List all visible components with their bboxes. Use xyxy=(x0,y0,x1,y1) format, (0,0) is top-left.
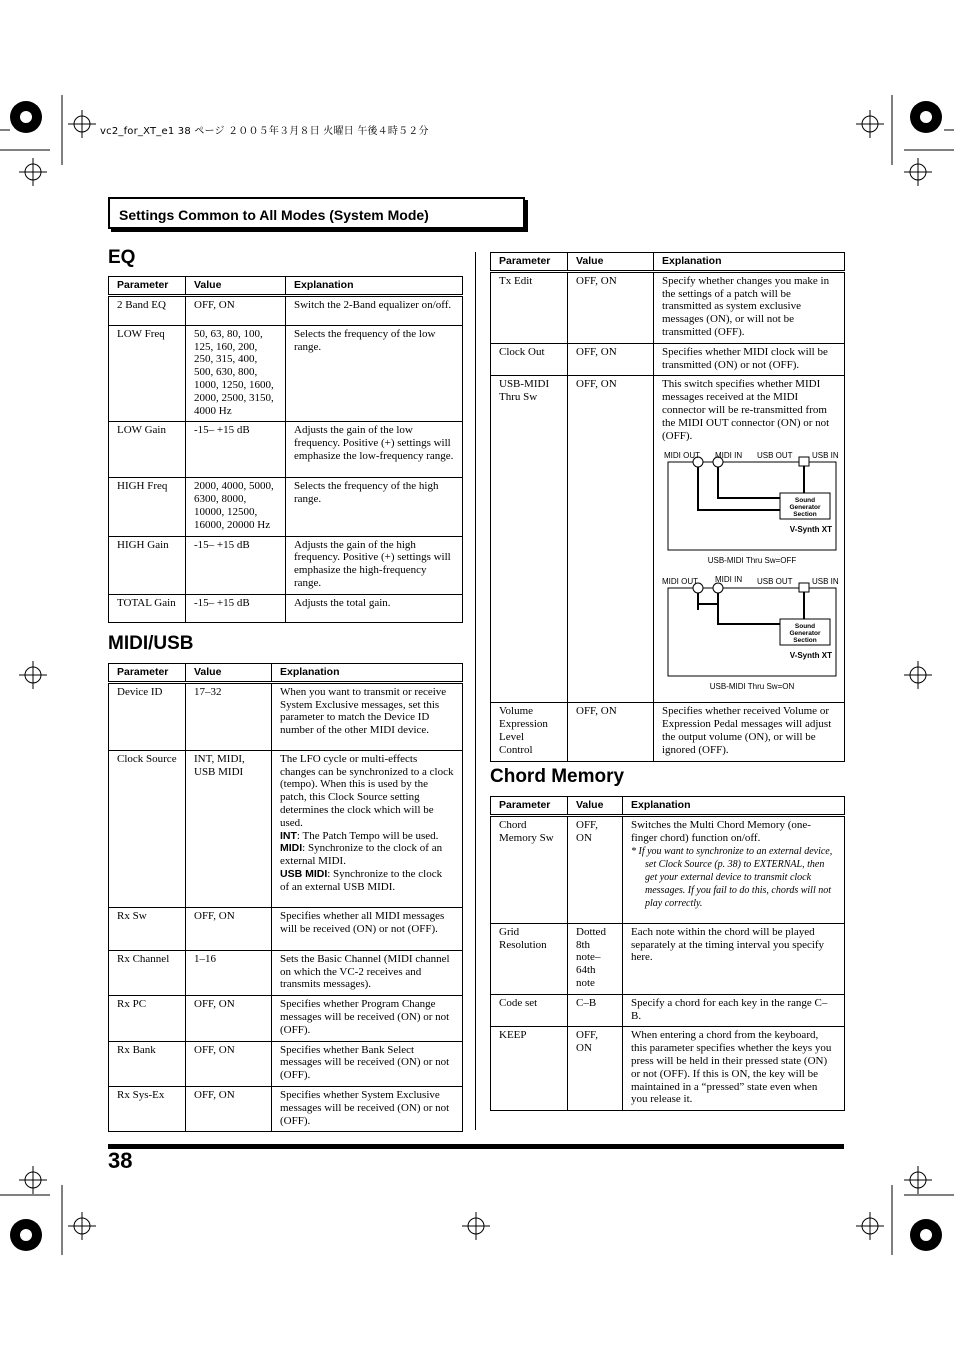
table-row: LOW Freq 50, 63, 80, 100, 125, 160, 200, 250, 315, 400, 500, 630, 800, 1000, 1250, 1600, 2000, 2500, 3150, 4000 Hz Selects the frequency of the low range. xyxy=(109,325,463,422)
svg-text:MIDI IN: MIDI IN xyxy=(715,575,743,585)
col-parameter: Parameter xyxy=(491,253,568,272)
table-row: Code set C–B Specify a chord for each key in the range C–B. xyxy=(491,994,845,1027)
col-value: Value xyxy=(186,664,272,683)
col-explanation: Explanation xyxy=(272,664,463,683)
midi-out-line xyxy=(698,467,780,510)
table-row: Rx PC OFF, ON Specifies whether Program Change messages will be received (ON) or not (OFF). xyxy=(109,996,463,1041)
page-number: 38 xyxy=(108,1148,133,1173)
table-row: Chord Memory Sw OFF, ON Switches the Multi Chord Memory (one-finger chord) function on/off. * If you want to synchronize to an external device, set Clock Source (p. 38) to EXTERNAL, then get your external device to transmit clock messages. If you fail to do this, chords will not play correctly. xyxy=(491,815,845,923)
table-row: Tx Edit OFF, ON Specify whether changes you make in the settings of a patch will be transmitted as system exclusive messages (ON), or will not be transmitted (OFF). xyxy=(491,271,845,343)
col-value: Value xyxy=(186,277,286,296)
table-row: Rx Sys-Ex OFF, ON Specifies whether System Exclusive messages will be received (ON) or not (OFF). xyxy=(109,1086,463,1131)
thru-off-diagram xyxy=(662,448,840,572)
svg-text:V-Synth XT: V-Synth XT xyxy=(789,651,832,661)
midi-usb-heading: MIDI/USB xyxy=(108,633,194,654)
print-header-line: vc2_for_XT_e1 38 ページ ２００５年３月８日 火曜日 午後４時５２分 xyxy=(100,126,429,137)
table-row: Rx Channel 1–16 Sets the Basic Channel (MIDI channel on which the VC-2 receives and transmits messages). xyxy=(109,950,463,995)
col-parameter: Parameter xyxy=(491,797,568,816)
svg-text:USB IN: USB IN xyxy=(812,451,839,461)
table-row: TOTAL Gain -15– +15 dB Adjusts the total gain. xyxy=(109,594,463,622)
col-explanation: Explanation xyxy=(654,253,845,272)
svg-text:USB OUT: USB OUT xyxy=(757,577,793,587)
svg-text:MIDI OUT: MIDI OUT xyxy=(664,451,700,461)
midi-usb-table xyxy=(108,663,463,1132)
table-row: KEEP OFF, ON When entering a chord from the keyboard, this parameter specifies whether the keys you press will be held in their pressed state (ON) or not (OFF). If this is ON, the key will be maintained in a “pressed” state even when you release it. xyxy=(491,1027,845,1111)
usb-out-port-icon xyxy=(799,457,809,466)
col-value: Value xyxy=(568,253,654,272)
section-title: Settings Common to All Modes (System Mode) xyxy=(108,197,525,229)
column-divider xyxy=(475,252,476,1130)
thru-on-svg xyxy=(662,574,844,698)
svg-text:USB-MIDI Thru Sw=OFF: USB-MIDI Thru Sw=OFF xyxy=(707,556,797,566)
svg-text:Generator: Generator xyxy=(789,504,821,512)
svg-text:Section: Section xyxy=(793,637,817,645)
svg-text:MIDI IN: MIDI IN xyxy=(715,451,743,461)
table-row: Clock Out OFF, ON Specifies whether MIDI clock will be transmitted (ON) or not (OFF). xyxy=(491,343,845,376)
thru-off-svg xyxy=(662,448,844,572)
thru-on-diagram xyxy=(662,574,840,698)
table-row: HIGH Freq 2000, 4000, 5000, 6300, 8000, 10000, 12500, 16000, 20000 Hz Selects the frequency of the high range. xyxy=(109,478,463,536)
midi-in-line xyxy=(718,467,780,498)
table-row: Rx Sw OFF, ON Specifies whether all MIDI messages will be received (ON) or not (OFF). xyxy=(109,907,463,950)
table-row: USB-MIDI Thru Sw OFF, ON This switch specifies whether MIDI messages received at the MIDI connector will be re-transmitted from the MIDI OUT connector (ON) or not (OFF). MIDI OUT MIDI IN USB OUT USB IN Sound Generator Section V-Synth XT USB-MIDI Thru Sw=OFF MIDI OUT MIDI IN USB OUT USB IN Sound Generator Section V-Synth XT USB-MIDI Thru Sw=ON xyxy=(491,376,845,703)
bottom-rule xyxy=(108,1144,844,1149)
svg-text:MIDI OUT: MIDI OUT xyxy=(662,577,698,587)
svg-text:USB OUT: USB OUT xyxy=(757,451,793,461)
table-row: HIGH Gain -15– +15 dB Adjusts the gain of the high frequency. Positive (+) settings will emphasize the high-frequency range. xyxy=(109,536,463,594)
usb-out-port-icon xyxy=(799,583,809,592)
midi-usb-table-continued xyxy=(490,252,845,762)
svg-text:Generator: Generator xyxy=(789,630,821,638)
svg-text:USB IN: USB IN xyxy=(812,577,839,587)
table-row: Grid Resolution Dotted 8th note–64th note Each note within the chord will be played separately at the timing interval you specify here. xyxy=(491,923,845,994)
table-row: 2 Band EQ OFF, ON Switch the 2-Band equalizer on/off. xyxy=(109,295,463,325)
table-row: LOW Gain -15– +15 dB Adjusts the gain of the low frequency. Positive (+) settings will emphasize the low-frequency range. xyxy=(109,422,463,478)
col-explanation: Explanation xyxy=(286,277,463,296)
svg-text:USB-MIDI Thru Sw=ON: USB-MIDI Thru Sw=ON xyxy=(709,682,795,692)
chord-memory-heading: Chord Memory xyxy=(490,766,625,787)
footnote: * If you want to synchronize to an external device, set Clock Source (p. 38) to EXTERNAL, then get your external device to transmit clock messages. If you fail to do this, chords will not play correctly. xyxy=(631,846,833,909)
svg-text:Sound: Sound xyxy=(794,497,816,505)
col-explanation: Explanation xyxy=(623,797,845,816)
col-parameter: Parameter xyxy=(109,664,186,683)
table-row: Rx Bank OFF, ON Specifies whether Bank Select messages will be received (ON) or not (OFF). xyxy=(109,1041,463,1086)
midi-in-port-icon xyxy=(713,583,723,593)
table-row: Volume Expression Level Control OFF, ON Specifies whether received Volume or Expression Pedal messages will adjust the output volume (ON), or will be ignored (OFF). xyxy=(491,703,845,761)
col-value: Value xyxy=(568,797,623,816)
col-parameter: Parameter xyxy=(109,277,186,296)
chord-memory-table xyxy=(490,796,845,1111)
table-row: Device ID 17–32 When you want to transmit or receive System Exclusive messages, set this parameter to match the Device ID number of the other MIDI device. xyxy=(109,682,463,750)
svg-text:Section: Section xyxy=(793,511,817,519)
svg-text:V-Synth XT: V-Synth XT xyxy=(789,525,832,535)
eq-table xyxy=(108,276,463,623)
eq-heading: EQ xyxy=(108,247,136,268)
midi-in-line xyxy=(718,593,780,624)
svg-text:Sound: Sound xyxy=(794,623,816,631)
table-row: Clock Source INT, MIDI, USB MIDI The LFO cycle or multi-effects changes can be synchronized to a clock (tempo). When this is used by the patch, this Clock Source setting determines the clock which will be used. INT: The Patch Tempo will be used. MIDI: Synchronize to the clock of an external MIDI. USB MIDI: Synchronize to the clock of an external USB MIDI. xyxy=(109,750,463,907)
